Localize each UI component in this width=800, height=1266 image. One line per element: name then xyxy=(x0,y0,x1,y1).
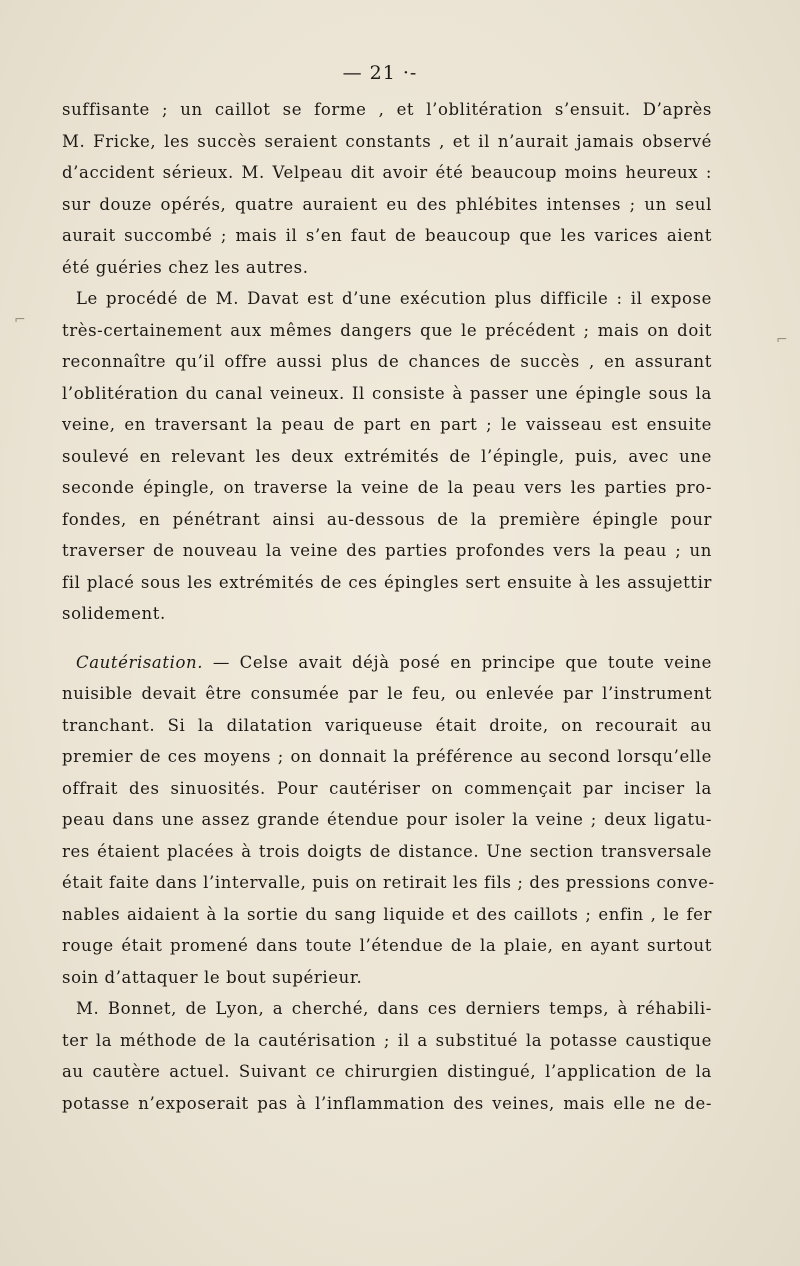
text-line: l’oblitération du canal veineux. Il consiste à passer une épingle sous la xyxy=(62,383,712,403)
text-line xyxy=(62,647,712,679)
margin-mark: ⌐ xyxy=(14,312,26,328)
text-line: été guéries chez les autres. xyxy=(62,257,309,277)
text-line: fondes, en pénétrant ainsi au-dessous de la première épingle pour xyxy=(62,509,712,529)
text-line: fil placé sous les extrémités de ces épingles sert ensuite à les assujettir xyxy=(62,572,712,592)
text-line: peau dans une assez grande étendue pour isoler la veine ; deux ligatu- xyxy=(62,810,712,829)
text-line: très-certainement aux mêmes dangers que le précédent ; mais on doit xyxy=(62,320,712,340)
text-line: aurait succombé ; mais il s’en faut de beaucoup que les varices aient xyxy=(62,226,712,245)
text-line: était faite dans l’intervalle, puis on retirait les fils ; des pressions conve- xyxy=(62,873,715,892)
text-line: soin d’attaquer le bout supérieur. xyxy=(62,967,363,987)
text-line: traverser de nouveau la veine des parties profondes vers la peau ; un xyxy=(62,541,712,560)
paragraph-1 xyxy=(62,94,712,283)
body-text xyxy=(62,94,715,1119)
text-line: rouge était promené dans toute l’étendue de la plaie, en ayant surtout xyxy=(62,936,712,955)
text-line: offrait des sinuosités. Pour cautériser on commençait par inciser la xyxy=(62,778,712,798)
text-line: d’accident sérieux. M. Velpeau dit avoir été beaucoup moins heureux : xyxy=(62,163,712,182)
section-gap xyxy=(62,630,712,647)
text-line: tranchant. Si la dilatation variqueuse était droite, on recourait au xyxy=(62,715,712,735)
text-line: M. Bonnet, de Lyon, a cherché, dans ces derniers temps, à réhabili- xyxy=(76,999,712,1018)
page-number: — 21 ·- xyxy=(342,62,418,84)
text-line: veine, en traversant la peau de part en part ; le vaisseau est ensuite xyxy=(62,415,712,434)
text-line: nables aidaient à la sortie du sang liquide et des caillots ; enfin , le fer xyxy=(62,904,712,924)
paragraph-3 xyxy=(62,647,715,994)
text-line: nuisible devait être consumée par le feu, ou enlevée par l’instrument xyxy=(62,684,712,703)
text-line-rest: — Celse avait déjà posé en principe que toute veine xyxy=(203,652,712,672)
text-line: potasse n’exposerait pas à l’inflammation des veines, mais elle ne de- xyxy=(62,1093,712,1113)
text-line: seconde épingle, on traverse la veine de la peau vers les parties pro- xyxy=(62,478,712,497)
text-line: Le procédé de M. Davat est d’une exécution plus difficile : il expose xyxy=(76,289,712,308)
section-title: Cautérisation. xyxy=(76,652,204,672)
text-line: ter la méthode de la cautérisation ; il a substitué la potasse caustique xyxy=(62,1030,712,1050)
text-line: M. Fricke, les succès seraient constants , et il n’aurait jamais observé xyxy=(62,131,712,151)
text-line: au cautère actuel. Suivant ce chirurgien distingué, l’application de la xyxy=(62,1062,712,1081)
text-line: solidement. xyxy=(62,604,166,623)
text-line: sur douze opérés, quatre auraient eu des phlébites intenses ; un seul xyxy=(62,194,712,214)
paragraph-4 xyxy=(62,993,712,1119)
text-line: soulevé en relevant les deux extrémités de l’épingle, puis, avec une xyxy=(62,446,712,466)
text-line: premier de ces moyens ; on donnait la préférence au second lorsqu’elle xyxy=(62,747,712,766)
text-line: reconnaître qu’il offre aussi plus de chances de succès , en assurant xyxy=(62,352,712,371)
text-line: res étaient placées à trois doigts de distance. Une section transversale xyxy=(62,841,712,861)
margin-mark: ⌐ xyxy=(776,332,788,348)
text-line: suffisante ; un caillot se forme , et l’oblitération s’ensuit. D’après xyxy=(62,100,712,119)
paragraph-2 xyxy=(62,283,712,630)
